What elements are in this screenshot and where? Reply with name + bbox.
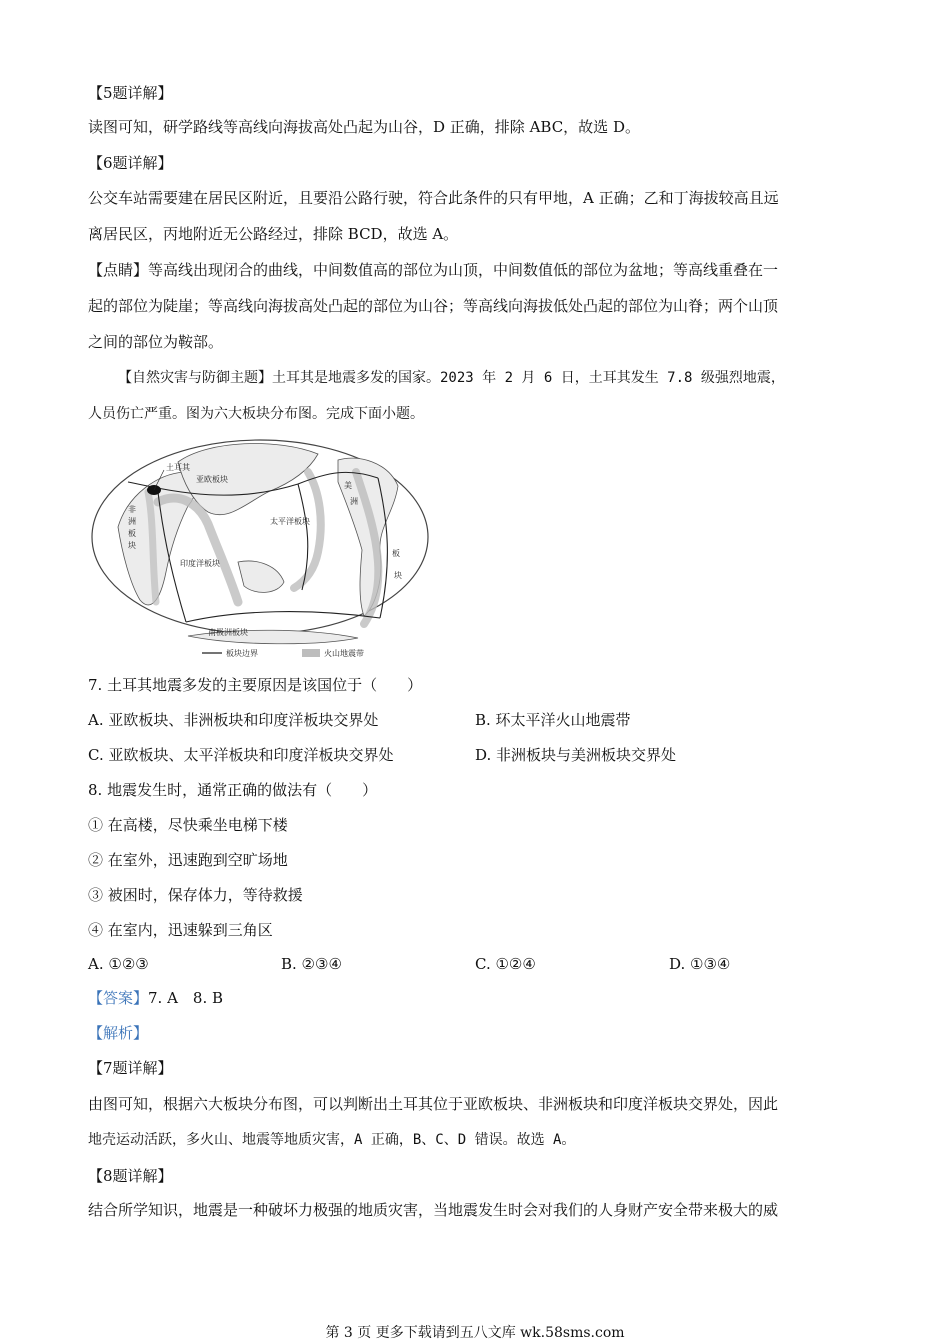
tip-line1: 【点睛】等高线出现闭合的曲线，中间数值高的部位为山顶，中间数值低的部位为盆地；等高线重叠在一: [88, 261, 779, 279]
intro-line2: 人员伤亡严重。图为六大板块分布图。完成下面小题。: [88, 406, 424, 422]
q7-detail-line1: 由图可知，根据六大板块分布图，可以判断出土耳其位于亚欧板块、非洲板块和印度洋板块交界处，因此: [88, 1095, 779, 1113]
intro-line1: 【自然灾害与防御主题】土耳其是地震多发的国家。2023 年 2 月 6 日，土耳其发生 7.8 级强烈地震，: [118, 370, 785, 386]
map-label-americas-2: 洲: [350, 497, 358, 506]
q8-item-2: ② 在室外，迅速跑到空旷场地: [88, 851, 288, 869]
tip-line2: 起的部位为陡崖；等高线向海拔高处凸起的部位为山谷；等高线向海拔低处凸起的部位为山脊；两个山顶: [88, 297, 779, 315]
q7-option-d: D. 非洲板块与美洲板块交界处: [475, 746, 677, 764]
page-footer: 第 3 页 更多下载请到五八文库 wk.58sms.com: [325, 1325, 625, 1341]
map-label-antarctic: 南极洲板块: [208, 628, 248, 637]
q8-item-1: ① 在高楼，尽快乘坐电梯下楼: [88, 816, 288, 834]
map-label-indian-ocean: 印度洋板块: [180, 559, 220, 568]
analysis-label: 【解析】: [88, 1024, 149, 1042]
q8-option-c: C. ①②④: [475, 955, 536, 973]
q7-detail-line2: 地壳运动活跃，多火山、地震等地质灾害，A 正确，B、C、D 错误。故选 A。: [88, 1132, 576, 1148]
q8-item-3: ③ 被困时，保存体力，等待救援: [88, 886, 303, 904]
legend-volcano-label: 火山地震带: [324, 649, 364, 658]
map-label-africa-4: 块: [128, 541, 136, 550]
answer-label: 【答案】: [88, 989, 149, 1007]
map-label-africa-2: 洲: [128, 517, 136, 526]
q7-option-a: A. 亚欧板块、非洲板块和印度洋板块交界处: [88, 711, 379, 729]
q6-line1: 公交车站需要建在居民区附近，且要沿公路行驶，符合此条件的只有甲地，A 正确；乙和丁海拔较高且远: [88, 189, 779, 207]
legend-boundary-label: 板块边界: [226, 649, 258, 658]
q5-text: 读图可知，研学路线等高线向海拔高处凸起为山谷，D 正确，排除 ABC，故选 D。: [88, 118, 640, 136]
q8-stem: 8. 地震发生时，通常正确的做法有（ ）: [88, 781, 378, 799]
q7-option-b: B. 环太平洋火山地震带: [475, 711, 631, 729]
q6-heading: 【6题详解】: [88, 154, 173, 172]
map-label-americas-4: 块: [394, 571, 402, 580]
map-label-pacific: 太平洋板块: [270, 517, 310, 526]
map-label-turkey: 土耳其: [166, 463, 190, 472]
map-label-africa-1: 非: [128, 505, 136, 514]
q8-option-d: D. ①③④: [669, 955, 731, 973]
q7-stem: 7. 土耳其地震多发的主要原因是该国位于（ ）: [88, 676, 423, 694]
plate-distribution-map: [88, 432, 440, 664]
answer-line: [88, 988, 223, 1008]
map-label-africa-3: 板: [128, 529, 136, 538]
map-label-eurasia: 亚欧板块: [196, 475, 228, 484]
answer-text: 7. A 8. B: [148, 989, 224, 1007]
map-label-americas-1: 美: [344, 481, 352, 490]
q8-detail-line1: 结合所学知识，地震是一种破坏力极强的地质灾害，当地震发生时会对我们的人身财产安全带来极大的威: [88, 1201, 779, 1219]
q5-heading: 【5题详解】: [88, 84, 173, 102]
legend-volcano-swatch: [302, 649, 320, 657]
q8-option-a: A. ①②③: [88, 955, 149, 973]
map-label-americas-3: 板: [392, 549, 400, 558]
tip-line3: 之间的部位为鞍部。: [88, 333, 224, 351]
q7-option-c: C. 亚欧板块、太平洋板块和印度洋板块交界处: [88, 746, 394, 764]
q6-line2: 离居民区，丙地附近无公路经过，排除 BCD，故选 A。: [88, 225, 459, 243]
q8-detail-heading: 【8题详解】: [88, 1167, 173, 1185]
q8-option-b: B. ②③④: [281, 955, 342, 973]
q8-item-4: ④ 在室内，迅速躲到三角区: [88, 921, 273, 939]
q7-detail-heading: 【7题详解】: [88, 1059, 173, 1077]
